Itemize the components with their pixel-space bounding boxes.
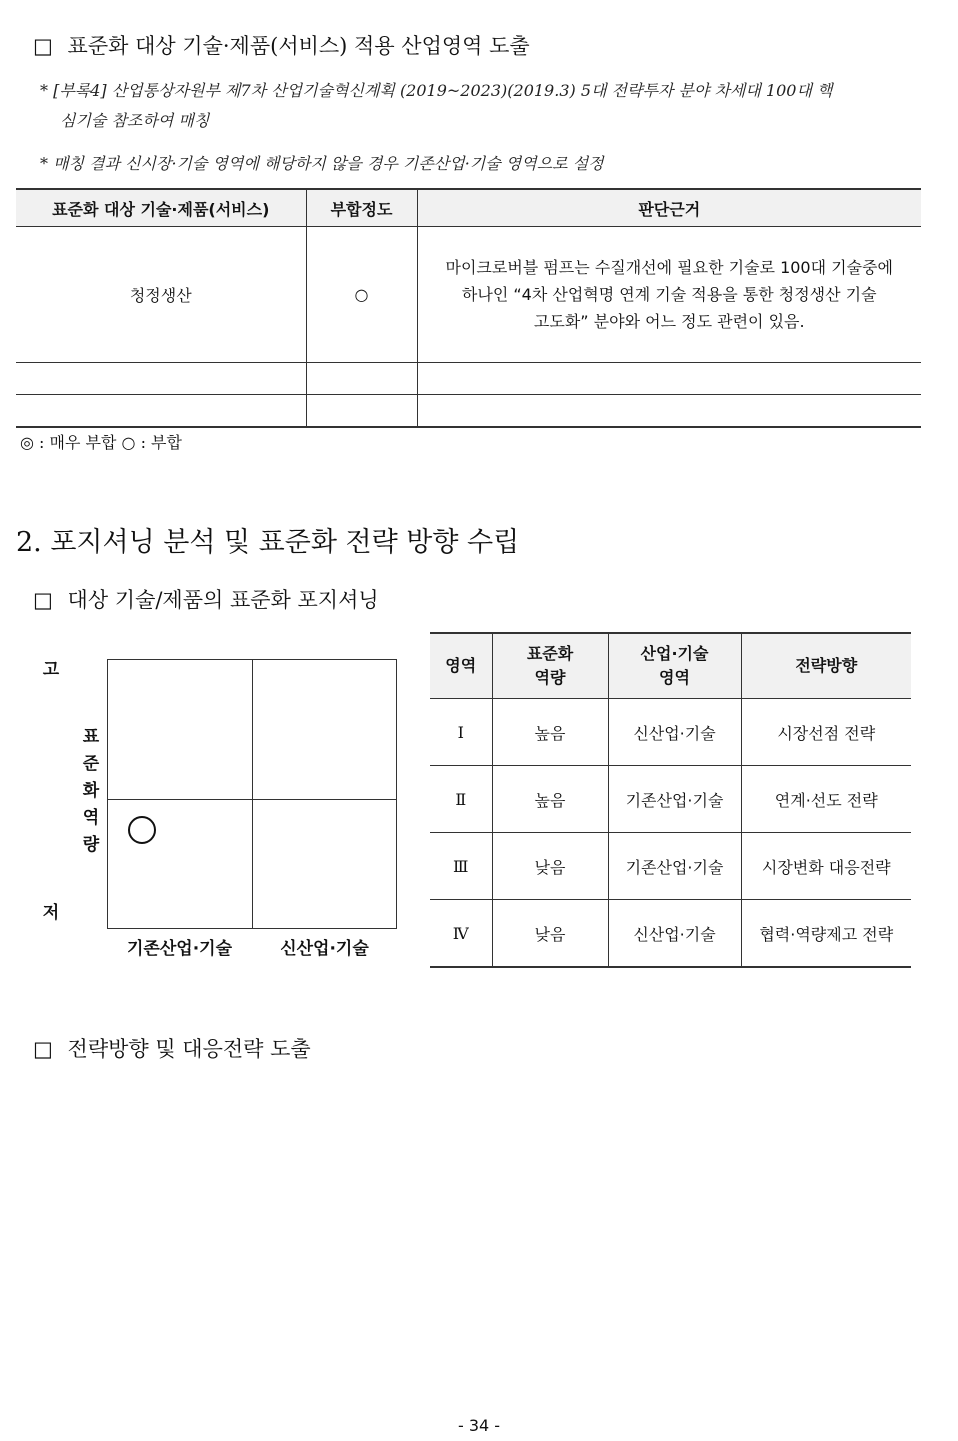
- reason-line: 고도화” 분야와 어느 정도 관련이 있음.: [533, 312, 805, 331]
- header-area-line: 영역: [659, 668, 690, 687]
- header-reason: 판단근거: [417, 189, 921, 227]
- strategy-table-header: [430, 633, 911, 699]
- y-axis-low-label: 저: [42, 903, 60, 923]
- fit-legend: ◎ : 매우 부합 ○ : 부합: [20, 433, 182, 452]
- header-strategy: [741, 633, 911, 699]
- header-zone: [430, 633, 492, 699]
- header-area: [608, 633, 741, 699]
- quadrant-vertical-divider: [252, 660, 253, 928]
- table-row: [16, 395, 921, 427]
- checkbox-icon: □: [33, 1037, 53, 1061]
- x-axis-label-existing: 기존산업·기술: [127, 939, 232, 959]
- y-axis-high-label: 고: [42, 660, 60, 680]
- reason-line: 마이크로버블 펌프는 수질개선에 필요한 기술로 100대 기술중에: [445, 258, 893, 277]
- table-row: [430, 833, 911, 900]
- cell-area: 기존산업·기술: [608, 833, 741, 900]
- positioning-quadrant: [107, 659, 397, 929]
- header-capability-line: 표준화: [526, 644, 574, 663]
- cell-capability: 낮음: [492, 833, 608, 900]
- header-capability-line: 역량: [534, 668, 566, 687]
- x-axis-label-new: 신산업·기술: [280, 939, 369, 959]
- cell-zone: Ⅳ: [430, 900, 492, 968]
- checkbox-icon: □: [33, 34, 53, 58]
- section1-heading: [33, 30, 530, 60]
- cell-zone: Ⅱ: [430, 766, 492, 833]
- fit-table: [16, 188, 921, 428]
- cell-reason: [417, 395, 921, 427]
- fit-table-header: [16, 189, 921, 227]
- cell-zone: Ⅲ: [430, 833, 492, 900]
- table-row: [16, 363, 921, 395]
- cell-item: [16, 395, 306, 427]
- section3-heading-text: 전략방향 및 대응전략 도출: [67, 1037, 311, 1061]
- y-axis-title-char: 역: [82, 808, 100, 828]
- cell-area: 신산업·기술: [608, 900, 741, 968]
- header-zone-text: 영역: [445, 656, 477, 675]
- header-capability: [492, 633, 608, 699]
- strategy-table: [430, 632, 911, 968]
- cell-strategy: 협력·역량제고 전략: [741, 900, 911, 968]
- section2-subheading: [33, 584, 379, 614]
- y-axis-title-char: 화: [82, 781, 100, 801]
- note2: * 매칭 결과 신시장·기술 영역에 해당하지 않을 경우 기존산업·기술 영역으로 설정: [40, 154, 604, 173]
- section1-heading-text: 표준화 대상 기술·제품(서비스) 적용 산업영역 도출: [67, 34, 530, 58]
- cell-fit: [306, 363, 417, 395]
- y-axis-title-char: 준: [82, 754, 100, 774]
- header-strategy-text: 전략방향: [795, 656, 858, 675]
- cell-strategy: 시장변화 대응전략: [741, 833, 911, 900]
- header-area-line: 산업·기술: [640, 644, 709, 663]
- cell-area: 신산업·기술: [608, 699, 741, 766]
- cell-item: 청정생산: [16, 227, 306, 363]
- cell-capability: 높음: [492, 699, 608, 766]
- cell-reason: [417, 227, 921, 363]
- section2-subheading-text: 대상 기술/제품의 표준화 포지셔닝: [67, 588, 379, 612]
- y-axis-title-char: 표: [82, 727, 100, 747]
- table-row: [430, 900, 911, 968]
- note1-line2: 심기술 참조하여 매칭: [60, 111, 210, 130]
- page-number: - 34 -: [457, 1416, 501, 1435]
- cell-capability: 낮음: [492, 900, 608, 968]
- cell-item: [16, 363, 306, 395]
- y-axis-title: [81, 724, 101, 859]
- cell-strategy: 시장선점 전략: [741, 699, 911, 766]
- cell-strategy: 연계·선도 전략: [741, 766, 911, 833]
- header-fit-degree: 부합정도: [306, 189, 417, 227]
- table-row: [430, 699, 911, 766]
- reason-line: 하나인 “4차 산업혁명 연계 기술 적용을 통한 청정생산 기술: [461, 285, 877, 304]
- checkbox-icon: □: [33, 588, 53, 612]
- section3-heading: [33, 1033, 311, 1063]
- section2-heading: 2. 포지셔닝 분석 및 표준화 전략 방향 수립: [16, 527, 520, 558]
- table-row: [430, 766, 911, 833]
- cell-reason: [417, 363, 921, 395]
- quadrant-horizontal-divider: [108, 799, 396, 800]
- header-target-tech: 표준화 대상 기술·제품(서비스): [16, 189, 306, 227]
- cell-zone: Ⅰ: [430, 699, 492, 766]
- y-axis-title-char: 량: [82, 835, 100, 855]
- cell-area: 기존산업·기술: [608, 766, 741, 833]
- cell-capability: 높음: [492, 766, 608, 833]
- cell-fit: [306, 395, 417, 427]
- position-marker-circle: [128, 816, 156, 844]
- note1-line1: * [부록4] 산업통상자원부 제7차 산업기술혁신계획 (2019~2023)(2019.3) 5대 전략투자 분야 차세대 100대 핵: [40, 81, 833, 100]
- table-row: [16, 227, 921, 363]
- cell-fit: ○: [306, 227, 417, 363]
